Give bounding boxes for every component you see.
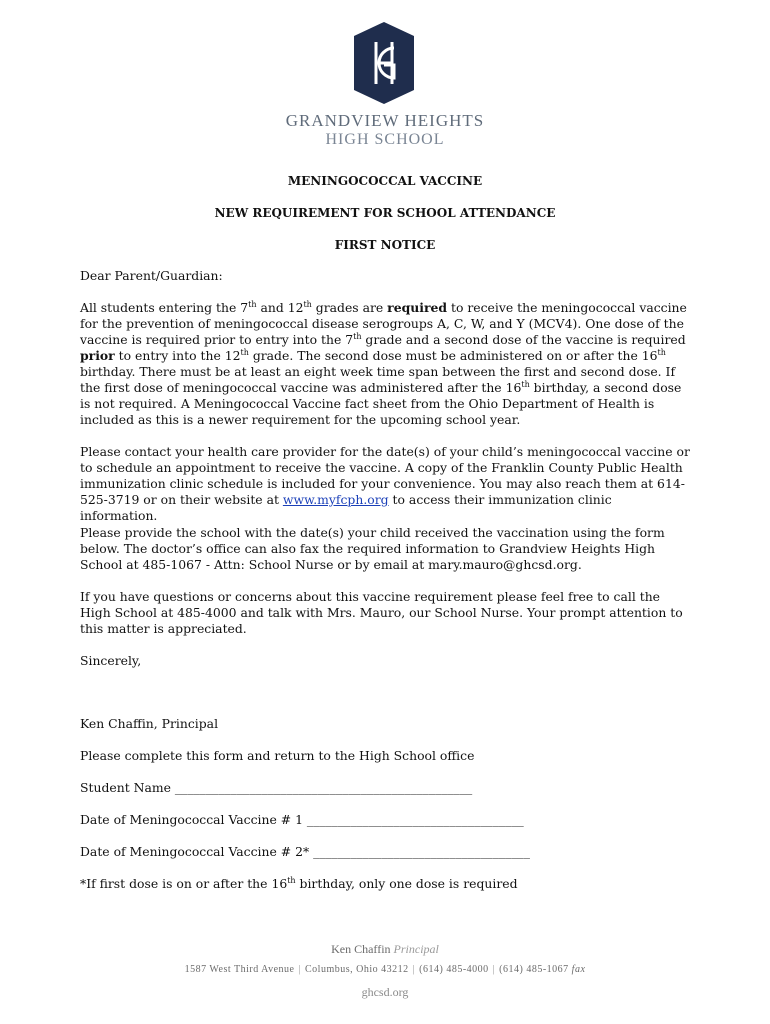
- document-subtitle: NEW REQUIREMENT FOR SCHOOL ATTENDANCE: [214, 206, 556, 220]
- paragraph-questions: If you have questions or concerns about this vaccine requirement please feel free to call the High School at 485-4000 and talk with Mrs. Mauro, our School Nurse. Your prompt attention to this matter is appreciated.: [80, 589, 683, 636]
- form-instruction: Please complete this form and return to the High School office: [80, 748, 475, 763]
- dose1-date-field: Date of Meningococcal Vaccine # 1 ___________________________________: [80, 812, 524, 827]
- fcph-website-link[interactable]: www.myfcph.org: [282, 492, 389, 507]
- prior-emphasis: prior: [80, 348, 115, 363]
- salutation: Dear Parent/Guardian:: [80, 268, 223, 283]
- footer-principal: Ken Chaffin Principal: [331, 942, 439, 956]
- school-logo-icon: [354, 22, 414, 104]
- dose2-date-field: Date of Meningococcal Vaccine # 2* ___________________________________: [80, 844, 530, 859]
- school-name-line1: GRANDVIEW HEIGHTS: [285, 111, 485, 130]
- required-emphasis: required: [387, 300, 448, 315]
- school-name-line2: HIGH SCHOOL: [325, 131, 445, 148]
- student-name-field: Student Name ________________________________________________: [80, 780, 473, 795]
- dose-note: *If first dose is on or after the 16th birthday, only one dose is required: [80, 875, 518, 891]
- notice-label: FIRST NOTICE: [334, 238, 436, 252]
- footer-website: ghcsd.org: [361, 985, 409, 999]
- closing: Sincerely,: [80, 653, 142, 668]
- signature: Ken Chaffin, Principal: [80, 716, 219, 731]
- paragraph-requirement: All students entering the 7th and 12th grades are required to receive the meningococcal vaccine for the prevention of meningococcal disease serogroups A, C, W, and Y (MCV4). One dose of the vaccine is required prior to entry into the 7th grade and a second dose of the vaccine is required prior to entry into the 12th grade. The second dose must be administered on or after the 16th birthday. There must be at least an eight week time span between the first and second dose. If the first dose of meningococcal vaccine was administered after the 16th birthday, a second dose is not required. A Meningococcal Vaccine fact sheet from the Ohio Department of Health is included as this is a newer requirement for the upcoming school year.: [80, 299, 687, 427]
- document-title: MENINGOCOCCAL VACCINE: [287, 174, 483, 188]
- gh-monogram-icon: [354, 22, 414, 104]
- paragraph-provide-dates: Please provide the school with the date(s) your child received the vaccination using the form below. The doctor’s office can also fax the required information to Grandview Heights High School at 485-1067 - Attn: School Nurse or by email at mary.mauro@ghcsd.org.: [80, 525, 665, 572]
- footer-address: 1587 West Third Avenue | Columbus, Ohio 43212 | (614) 485-4000 | (614) 485-1067 fax: [184, 964, 586, 975]
- paragraph-contact-provider: Please contact your health care provider for the date(s) of your child’s meningococcal vaccine or to schedule an appointment to receive the vaccine. A copy of the Franklin County Public Health immunization clinic schedule is included for your convenience. You may also reach them at 614-525-3719 or on their website at www.myfcph.org to access their immunization clinic information.: [80, 444, 690, 523]
